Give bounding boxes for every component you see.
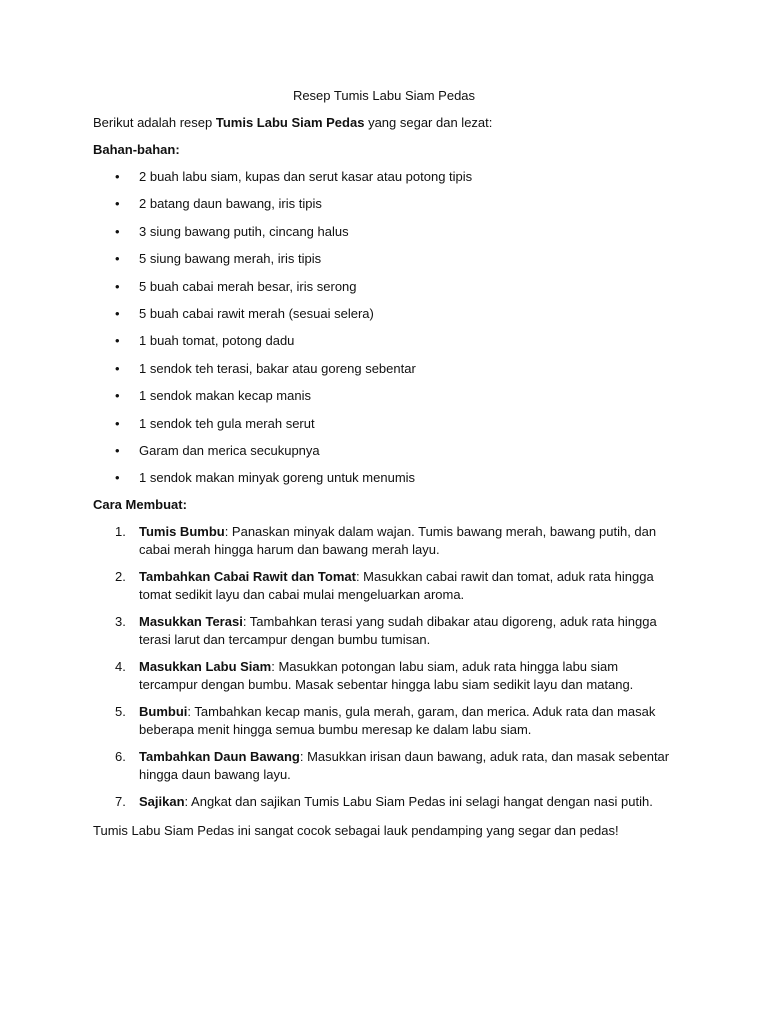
list-item: [93, 250, 693, 277]
list-item: [93, 442, 693, 469]
bullet-icon: •: [115, 278, 120, 294]
intro-text-after: yang segar dan lezat:: [364, 115, 493, 130]
list-item: [93, 168, 693, 195]
ingredients-heading: Bahan-bahan:: [93, 142, 180, 157]
ingredients-list: [93, 168, 693, 497]
bullet-icon: •: [115, 305, 120, 321]
ingredient-text: 2 batang daun bawang, iris tipis: [139, 196, 322, 212]
step-text: : Masukkan cabai rawit dan tomat, aduk rata hingga tomat sedikit layu dan cabai mulai mengeluarkan aroma.: [139, 569, 654, 602]
list-item: [93, 223, 693, 250]
ingredient-text: 1 sendok teh terasi, bakar atau goreng sebentar: [139, 360, 416, 376]
bullet-icon: •: [115, 415, 120, 431]
list-item: [93, 568, 693, 604]
list-item: [93, 305, 693, 332]
step-text: : Angkat dan sajikan Tumis Labu Siam Pedas ini selagi hangat dengan nasi putih.: [184, 794, 653, 809]
list-item: [93, 415, 693, 442]
step-number: 4.: [115, 659, 126, 674]
bullet-icon: •: [115, 169, 120, 184]
list-item: [93, 748, 693, 784]
ingredient-text: 2 buah labu siam, kupas dan serut kasar atau potong tipis: [139, 169, 473, 184]
step-text: : Tambahkan terasi yang sudah dibakar atau digoreng, aduk rata hingga terasi larut dan tercampur dengan bumbu tumisan.: [139, 614, 657, 647]
step-title: Masukkan Terasi: [139, 614, 243, 629]
step-title: Bumbui: [139, 704, 188, 719]
list-item: [93, 195, 693, 222]
intro-paragraph: [93, 114, 693, 132]
list-item: [93, 523, 693, 559]
step-text: : Tambahkan kecap manis, gula merah, garam, dan merica. Aduk rata dan masak beberapa menit hingga semua bumbu meresap ke dalam labu siam.: [139, 704, 656, 737]
list-item: [93, 360, 693, 387]
list-item: [93, 332, 693, 359]
ingredient-text: 5 siung bawang merah, iris tipis: [139, 251, 322, 267]
bullet-icon: •: [115, 196, 120, 212]
bullet-icon: •: [115, 251, 120, 267]
bullet-icon: •: [115, 333, 120, 349]
steps-list: [93, 523, 693, 820]
list-item: [93, 613, 693, 649]
step-text: : Masukkan potongan labu siam, aduk rata hingga labu siam tercampur dengan bumbu. Masak sebentar hingga labu siam sedikit layu dan matang.: [139, 659, 634, 692]
step-number: 6.: [115, 749, 126, 764]
step-number: 3.: [115, 614, 126, 629]
document-title: Resep Tumis Labu Siam Pedas: [292, 88, 476, 103]
list-item: [93, 469, 693, 496]
step-title: Masukkan Labu Siam: [139, 659, 272, 674]
list-item: [93, 387, 693, 414]
closing-paragraph: Tumis Labu Siam Pedas ini sangat cocok sebagai lauk pendamping yang segar dan pedas!: [93, 823, 619, 838]
ingredient-text: 1 buah tomat, potong dadu: [139, 333, 295, 349]
step-number: 7.: [115, 794, 126, 809]
bullet-icon: •: [115, 223, 120, 239]
ingredient-text: 5 buah cabai merah besar, iris serong: [139, 278, 357, 294]
ingredient-text: 3 siung bawang putih, cincang halus: [139, 223, 349, 239]
step-title: Tambahkan Cabai Rawit dan Tomat: [139, 569, 356, 584]
step-number: 5.: [115, 704, 126, 719]
bullet-icon: •: [115, 470, 120, 486]
list-item: [93, 278, 693, 305]
ingredient-text: 1 sendok makan kecap manis: [139, 388, 311, 404]
bullet-icon: •: [115, 442, 120, 458]
step-title: Tumis Bumbu: [139, 524, 225, 539]
ingredient-text: 1 sendok teh gula merah serut: [139, 415, 315, 431]
ingredient-text: Garam dan merica secukupnya: [139, 442, 320, 458]
bullet-icon: •: [115, 360, 120, 376]
step-text: : Panaskan minyak dalam wajan. Tumis bawang merah, bawang putih, dan cabai merah hingga harum dan bawang merah layu.: [139, 524, 657, 557]
list-item: [93, 793, 693, 811]
step-title: Sajikan: [139, 794, 185, 809]
step-title: Tambahkan Daun Bawang: [139, 749, 300, 764]
bullet-icon: •: [115, 388, 120, 404]
steps-heading: Cara Membuat:: [93, 497, 187, 512]
ingredient-text: 5 buah cabai rawit merah (sesuai selera): [139, 305, 374, 321]
step-number: 2.: [115, 569, 126, 584]
list-item: [93, 658, 693, 694]
intro-recipe-name: Tumis Labu Siam Pedas: [215, 115, 365, 130]
step-text: : Masukkan irisan daun bawang, aduk rata, dan masak sebentar hingga daun bawang layu.: [139, 749, 670, 782]
step-number: 1.: [115, 524, 126, 539]
list-item: [93, 703, 693, 739]
ingredient-text: 1 sendok makan minyak goreng untuk menumis: [139, 470, 416, 486]
intro-text-before: Berikut adalah resep: [93, 115, 216, 130]
